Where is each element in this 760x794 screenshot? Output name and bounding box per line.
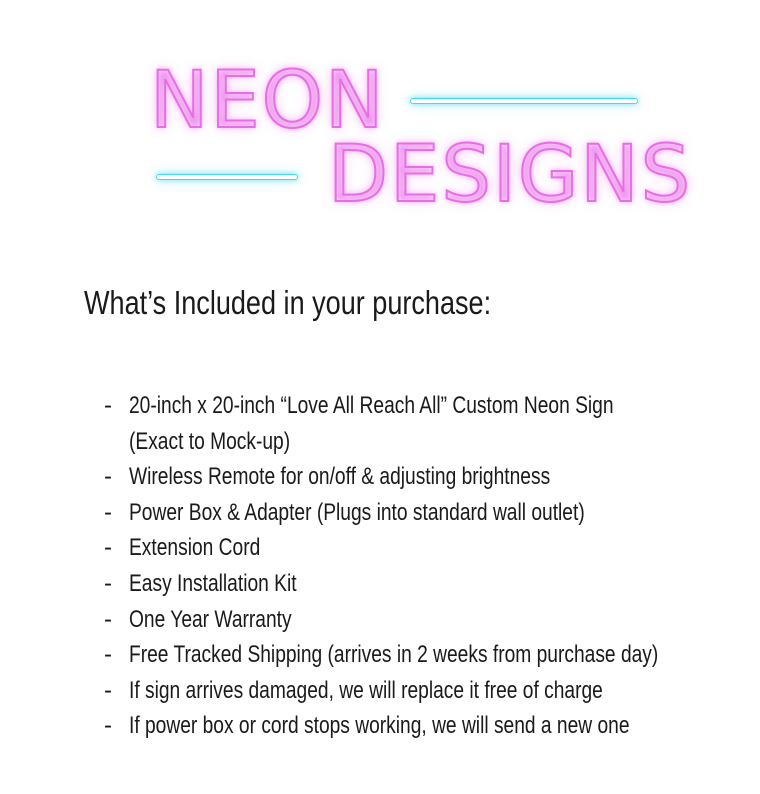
list-item-text: If power box or cord stops working, we will send a new one — [129, 712, 630, 740]
list-item — [104, 566, 760, 602]
list-item — [104, 459, 760, 495]
list-item-text: Power Box & Adapter (Plugs into standard wall outlet) — [129, 498, 585, 526]
list-bullet: - — [104, 392, 112, 419]
list-bullet: - — [104, 712, 112, 740]
list-bullet: - — [104, 463, 112, 491]
logo-cyan-bar-bottom — [156, 174, 298, 180]
list-bullet: - — [104, 569, 112, 597]
list-item — [104, 530, 760, 566]
list-bullet: - — [104, 498, 112, 526]
list-item — [104, 637, 760, 673]
list-item — [104, 388, 760, 459]
logo-cyan-bar-top — [410, 98, 638, 104]
list-item-text: Easy Installation Kit — [129, 569, 297, 597]
logo-word-neon: NEON — [150, 56, 386, 146]
list-item-text: Free Tracked Shipping (arrives in 2 weeks from purchase day) — [129, 641, 659, 669]
list-item — [104, 673, 760, 709]
list-item-text: One Year Warranty — [129, 605, 292, 633]
list-item-text: Extension Cord — [129, 534, 261, 562]
list-item — [104, 495, 760, 531]
logo-word-designs: DESIGNS — [328, 130, 693, 220]
list-item-text: Wireless Remote for on/off & adjusting brightness — [129, 463, 551, 491]
list-item — [104, 708, 760, 744]
list-item-text: If sign arrives damaged, we will replace it free of charge — [129, 676, 603, 704]
included-items-list — [104, 388, 760, 744]
list-item-text: 20-inch x 20-inch “Love All Reach All” Custom Neon Sign — [129, 392, 614, 419]
list-bullet: - — [104, 605, 112, 633]
page-heading: What’s Included in your purchase: — [84, 284, 492, 321]
list-bullet: - — [104, 641, 112, 669]
list-bullet: - — [104, 534, 112, 562]
list-item — [104, 602, 760, 638]
neon-designs-logo — [0, 0, 760, 240]
list-bullet: - — [104, 676, 112, 704]
list-item-text-continued: (Exact to Mock-up) — [129, 427, 291, 455]
